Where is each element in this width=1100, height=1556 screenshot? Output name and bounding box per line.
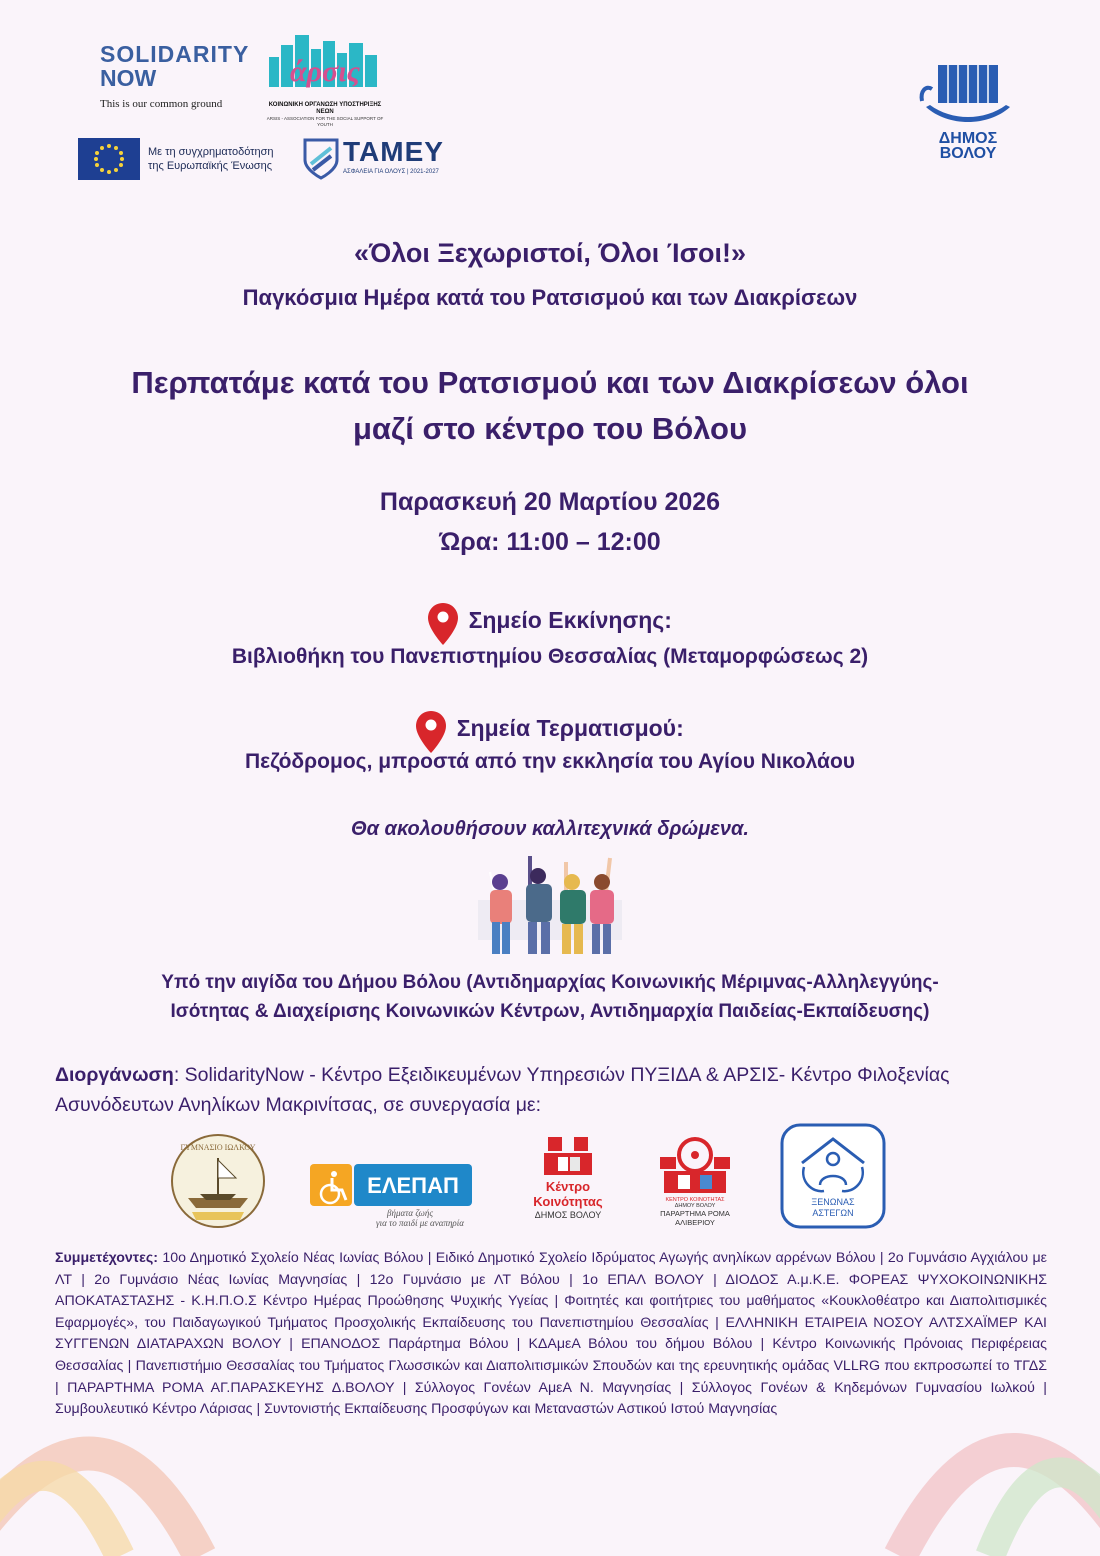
roma-line4: ΑΛΙΒΕΡΙΟΥ	[675, 1218, 715, 1227]
event-subtitle: Παγκόσμια Ημέρα κατά του Ρατσισμού και των Διακρίσεων	[242, 285, 858, 310]
eu-cofunding-logo	[78, 138, 298, 182]
kentro-roma-aliveriou-logo	[650, 1135, 740, 1227]
kentro-line1: Κέντρο	[545, 1179, 591, 1194]
people-marching-illustration	[470, 852, 630, 957]
aegis-line1: Υπό την αιγίδα του Δήμου Βόλου (Αντιδημαρχίας Κοινωνικής Μέριμνας-Αλληλεγγύης-	[161, 972, 939, 993]
map-pin-icon	[428, 603, 458, 645]
tamey-shield-icon	[303, 136, 339, 180]
eu-flag-icon	[78, 138, 140, 180]
event-time: Ώρα: 11:00 – 12:00	[439, 528, 661, 556]
arsis-caption: ΚΟΙΝΩΝΙΚΗ ΟΡΓΑΝΩΣΗ ΥΠΟΣΤΗΡΙΞΗΣ ΝΕΩΝ	[268, 102, 382, 115]
event-date: Παρασκευή 20 Μαρτίου 2026	[379, 488, 721, 516]
walk-heading-line1: Περπατάμε κατά του Ρατσισμού και των Διακρίσεων όλοι	[131, 365, 969, 400]
walk-heading	[0, 360, 1100, 452]
roma-line1: ΚΕΝΤΡΟ ΚΟΙΝΟΤΗΤΑΣ	[665, 1197, 725, 1203]
tamey-logo	[303, 136, 463, 182]
roma-line2: ΔΗΜΟΥ ΒΟΛΟΥ	[674, 1203, 716, 1209]
artistic-note: Θα ακολουθήσουν καλλιτεχνικά δρώμενα.	[351, 818, 749, 840]
kentro-line3: ΔΗΜΟΣ ΒΟΛΟΥ	[534, 1210, 602, 1220]
xenonas-asteghon-logo	[780, 1123, 886, 1229]
arsis-buildings-icon	[265, 35, 385, 97]
arsis-caption-en: ARSIS - ASSOCIATION FOR THE SOCIAL SUPPORT OF YOUTH	[266, 116, 384, 127]
elepap-logo	[310, 1160, 475, 1230]
start-point-place: Βιβλιοθήκη του Πανεπιστημίου Θεσσαλίας (Μεταμορφώσεως 2)	[231, 645, 869, 668]
event-title: «Όλοι Ξεχωριστοί, Όλοι Ίσοι!»	[353, 238, 747, 268]
end-point-place: Πεζόδρομος, μπροστά από την εκκλησία του Αγίου Νικολάου	[244, 750, 855, 773]
arsis-logo	[265, 35, 385, 127]
start-point	[0, 603, 1100, 645]
organizer-body: : SolidarityNow - Κέντρο Εξειδικευμένων Υπηρεσιών ΠΥΞΙΔΑ & ΑΡΣΙΣ- Κέντρο Φιλοξενίας Ασυνόδευτων Ανηλίκων Μακρινίτσας, σε συνεργασία με:	[55, 1064, 950, 1116]
roma-line3: ΠΑΡΑΡΤΗΜΑ ΡΟΜΑ	[660, 1209, 730, 1218]
argo-ship-icon	[918, 55, 1018, 131]
aegis-line2: Ισότητας & Διαχείρισης Κοινωνικών Κέντρων, Αντιδημαρχία Παιδείας-Εκπαίδευσης)	[170, 1001, 930, 1022]
gymnasio-iolkou-logo	[170, 1128, 266, 1234]
tamey-name: ΤΑΜΕΥ	[343, 136, 444, 167]
participants-body: 10ο Δημοτικό Σχολείο Νέας Ιωνίας Βόλου | Ειδικό Δημοτικό Σχολείο Ιδρύματος Αγωγής ανηλίκων αρρένων Βόλου | 2ο Γυμνάσιο Αγχιάλου με ΛΤ | 2ο Γυμνάσιο Νέας Ιωνίας Μαγνησίας | 12ο Γυμνάσιο με ΛΤ Βόλου | 1ο ΕΠΑΛ ΒΟΛΟΥ | ΔΙΟΔΟΣ Α.μ.Κ.Ε. ΦΟΡΕΑΣ ΨΥΧΟΚΟΙΝΩΝΙΚΗΣ ΑΠΟΚΑΤΑΣΤΑΣΗΣ - Κ.Η.Π.Ο.Σ Κέντρο Ημέρας Προώθησης Ψυχικής Υγείας | Φοιτητές και φοιτήτριες του μαθήματος «Κουκλοθέατρο και Διαπολιτισμικές Εφαρμογές», του Παιδαγωγικού Τμήματος Προσχολικής Εκπαίδευσης του Πανεπιστημίου Θεσσαλίας | ΕΛΛΗΝΙΚΗ ΕΤΑΙΡΕΙΑ ΝΟΣΟΥ ΑΛΤΣΧΑΪΜΕΡ ΚΑΙ ΣΥΓΓΕΝΩΝ ΔΙΑΤΑΡΑΧΩΝ ΒΟΛΟΥ | ΕΠΑΝΟΔΟΣ Παράρτημα Βόλου | ΚΔΑμεΑ Βόλου του δήμου Βόλου | Κέντρο Κοινωνικής Πρόνοιας Περιφέρειας Θεσσαλίας | Πανεπιστήμιο Θεσσαλίας του Τμήματος Γλωσσικών και Διαπολιτισμικών Σπουδών και της ερευνητικής ομάδας VLLRG που εκπροσωπεί το ΤΓΔΣ | ΠΑΡΑΡΤΗΜΑ ΡΟΜΑ ΑΓ.ΠΑΡΑΣΚΕΥΗΣ Δ.ΒΟΛΟΥ | Σύλλογος Γονέων ΑμεΑ Ν. Μαγνησίας | Σύλλογος Γονέων & Κηδεμόνων Γυμνασίου Ιωλκού | Συμβουλευτικό Κέντρο Λάρισας | Συντονιστής Εκπαίδευσης Προσφύγων και Μεταναστών Αστικού Ιστού Μαγνησίας	[55, 1250, 1047, 1418]
eu-cofunding-line1: Με τη συγχρηματοδότηση	[148, 146, 274, 158]
solidaritynow-logo	[100, 42, 250, 118]
elepap-tag2: για το παιδί με αναπηρία	[376, 1218, 464, 1228]
elepap-tag1: βήματα ζωής	[387, 1208, 433, 1218]
tamey-subtitle: ΑΣΦΑΛΕΙΑ ΓΙΑ ΟΛΟΥΣ | 2021-2027	[343, 169, 439, 175]
end-point-label: Σημεία Τερματισμού:	[456, 715, 684, 742]
organizer-label: Διοργάνωση	[55, 1064, 174, 1086]
participants-label: Συμμετέχοντες:	[55, 1250, 158, 1266]
dimos-line1: ΔΗΜΟΣ	[938, 130, 998, 147]
iolkou-label: ΓΥΜΝΑΣΙΟ ΙΩΛΚΟΥ	[180, 1143, 256, 1152]
solidarity-logo-line1: SOLIDARITY	[100, 41, 250, 67]
start-point-label: Σημείο Εκκίνησης:	[468, 607, 672, 634]
end-point	[0, 711, 1100, 753]
aegis-text	[0, 968, 1100, 1026]
arsis-logo-name: άρσις	[290, 55, 360, 88]
kentro-line2: Κοινότητας	[533, 1194, 603, 1209]
organizer-text	[55, 1060, 1045, 1120]
dimos-volou-logo	[918, 55, 1018, 165]
elepap-label: ΕΛΕΠΑΠ	[367, 1173, 459, 1198]
xenonas-line2: ΑΣΤΕΓΩΝ	[812, 1208, 854, 1218]
dimos-line2: ΒΟΛΟΥ	[939, 145, 997, 162]
map-pin-icon	[416, 711, 446, 753]
eu-cofunding-line2: της Ευρωπαϊκής Ένωσης	[148, 160, 272, 172]
solidarity-logo-line2: NOW	[100, 65, 157, 91]
participants-list	[55, 1248, 1047, 1421]
kentro-koinotitas-logo	[518, 1135, 618, 1225]
solidarity-tagline: This is our common ground	[100, 98, 223, 110]
xenonas-line1: ΞΕΝΩΝΑΣ	[811, 1197, 855, 1207]
walk-heading-line2: μαζί στο κέντρο του Βόλου	[352, 411, 748, 446]
